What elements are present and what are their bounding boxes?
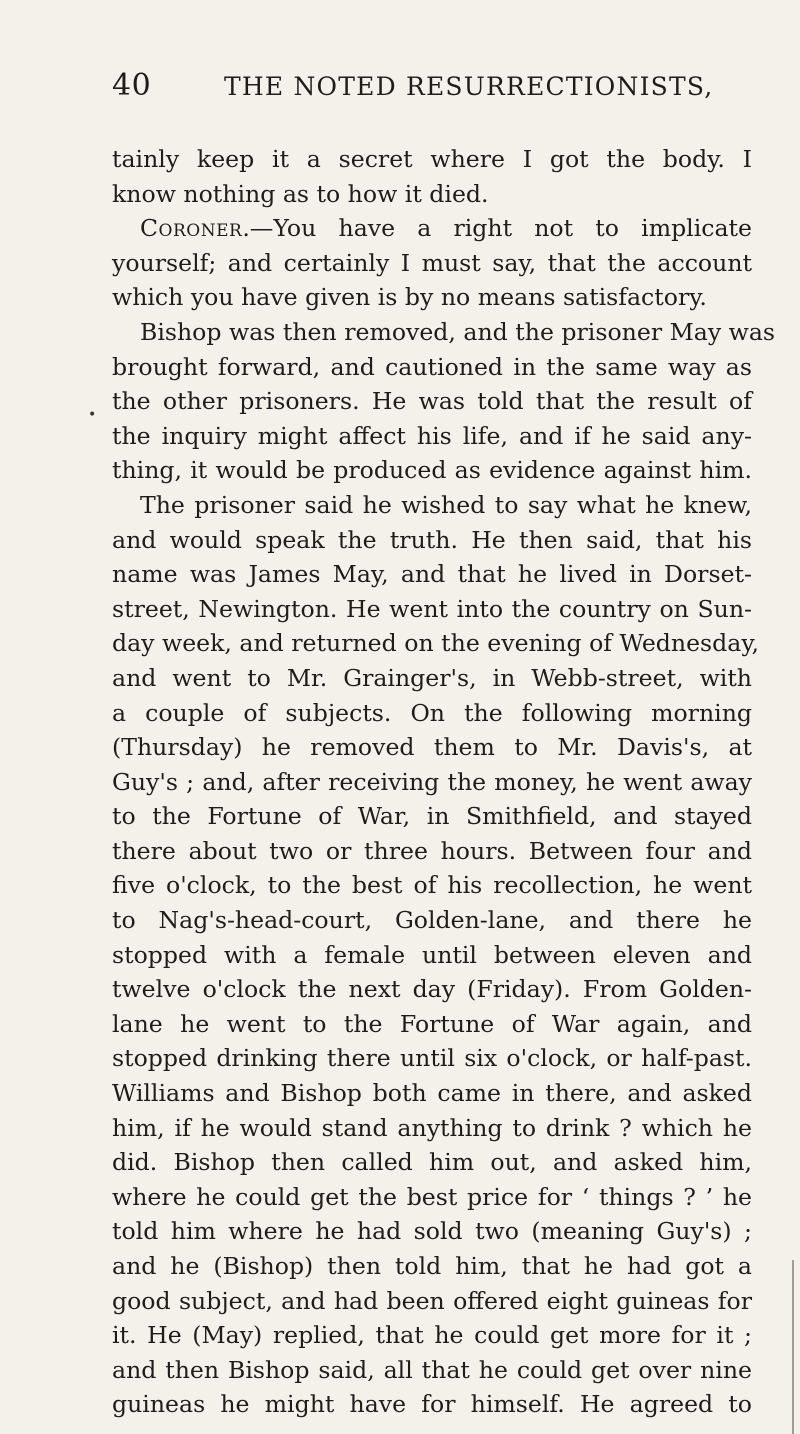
text-line: good subject, and had been offered eight guineas for	[112, 1286, 752, 1315]
text-line: there about two or three hours. Between four and	[112, 836, 752, 865]
text-line: The prisoner said he wished to say what he knew,	[140, 490, 752, 519]
text-line: stopped with a female until between eleven and	[112, 940, 752, 969]
text-line: tainly keep it a secret where I got the body. I	[112, 145, 752, 173]
running-head: THE NOTED RESURRECTIONISTS,	[224, 72, 714, 101]
text-line: told him where he had sold two (meaning Guy's) ;	[112, 1217, 752, 1246]
text-line: day week, and returned on the evening of Wednesday,	[112, 629, 760, 658]
speaker-text: .—You have a right not to implicate	[242, 214, 752, 243]
text-line: him, if he would stand anything to drink ? which he	[112, 1113, 752, 1142]
text-line: a couple of subjects. On the following morning	[112, 698, 752, 727]
text-line-coroner	[112, 211, 752, 246]
text-line: know nothing as to how it died.	[112, 179, 489, 208]
body-text	[112, 142, 776, 1422]
text-line: and he (Bishop) then told him, that he had got a	[112, 1252, 752, 1280]
text-line: name was James May, and that he lived in Dorset-	[112, 560, 752, 589]
text-line: which you have given is by no means satisfactory.	[112, 283, 707, 312]
text-line: the other prisoners. He was told that the result of	[112, 387, 752, 416]
text-line: it. He (May) replied, that he could get more for it ;	[112, 1321, 752, 1350]
text-line: lane he went to the Fortune of War again, and	[112, 1009, 752, 1038]
text-line: where he could get the best price for ‘ things ? ’ he	[112, 1182, 752, 1211]
page-edge-shadow	[792, 1260, 794, 1434]
text-line: brought forward, and cautioned in the same way as	[112, 352, 752, 381]
text-line: and went to Mr. Grainger's, in Webb-street, with	[112, 663, 752, 692]
text-line: guineas he might have for himself. He agreed to	[112, 1390, 752, 1419]
text-line: Bishop was then removed, and the prisoner May was	[140, 317, 776, 346]
speaker-label: Coroner	[140, 214, 243, 243]
text-line: to Nag's-head-court, Golden-lane, and there he	[112, 906, 752, 935]
text-line: yourself; and certainly I must say, that the account	[112, 248, 752, 277]
page-number: 40	[112, 68, 152, 103]
text-line: and would speak the truth. He then said, that his	[112, 525, 752, 554]
text-line: twelve o'clock the next day (Friday). From Golden-	[112, 975, 752, 1004]
text-line: (Thursday) he removed them to Mr. Davis's, at	[112, 733, 752, 762]
text-line: street, Newington. He went into the country on Sun-	[112, 594, 752, 623]
text-line: and then Bishop said, all that he could get over nine	[112, 1355, 752, 1384]
page-header	[112, 66, 752, 106]
text-line: to the Fortune of War, in Smithfield, and stayed	[112, 802, 752, 831]
text-line: five o'clock, to the best of his recollection, he went	[112, 871, 752, 900]
text-line: stopped drinking there until six o'clock, or half-past.	[112, 1044, 752, 1073]
text-line: the inquiry might affect his life, and if he said any-	[112, 421, 752, 450]
text-line: did. Bishop then called him out, and asked him,	[112, 1148, 752, 1177]
text-line: Williams and Bishop both came in there, and asked	[112, 1079, 752, 1108]
text-line: Guy's ; and, after receiving the money, he went away	[112, 767, 752, 796]
text-line: thing, it would be produced as evidence against him.	[112, 456, 752, 485]
margin-mark: •	[88, 407, 97, 423]
